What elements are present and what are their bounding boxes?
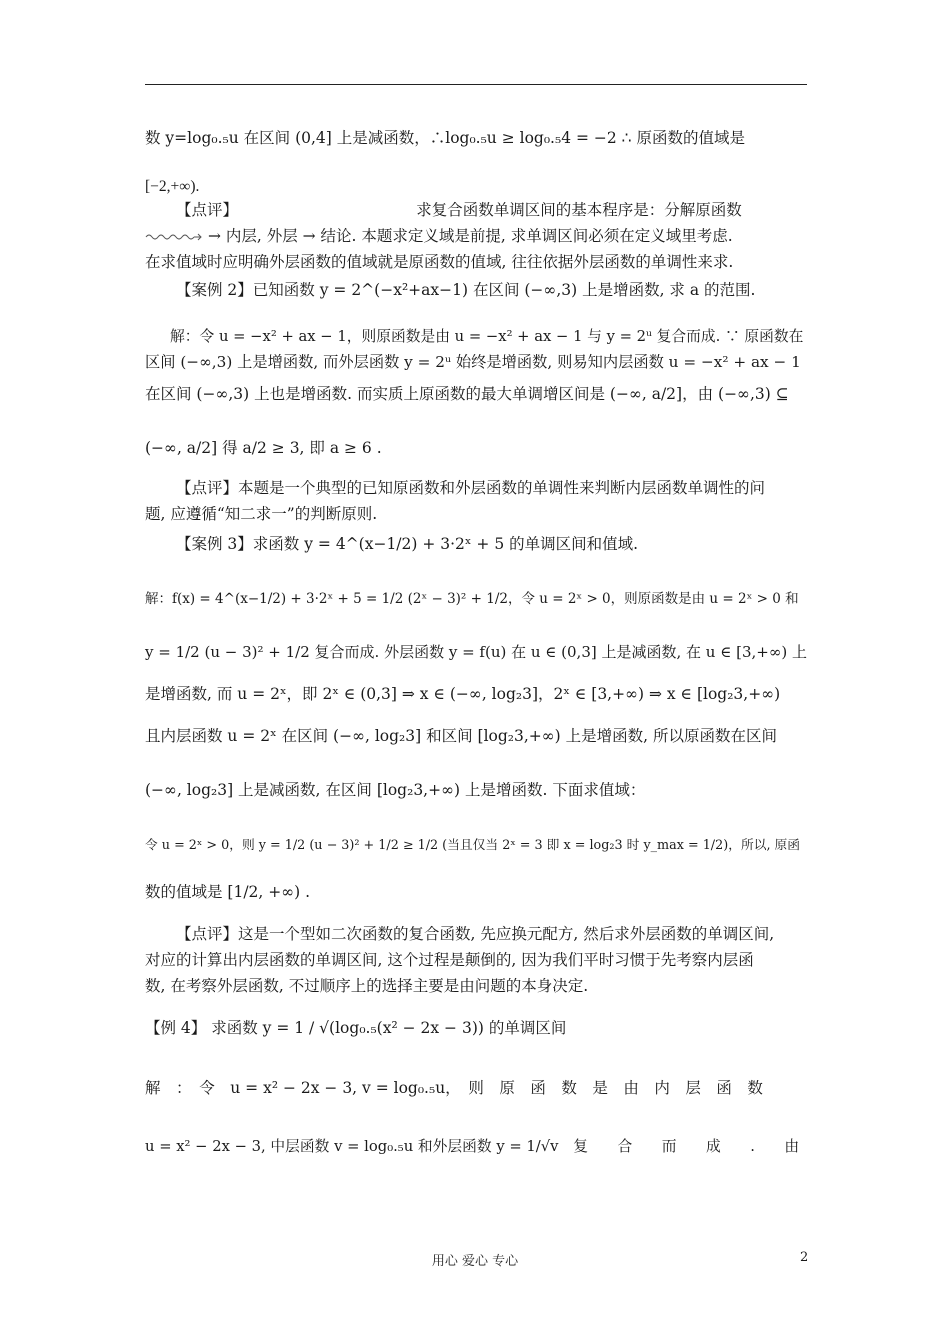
text-line (145, 278, 807, 302)
line-3: 【点评】 求复合函数单调区间的基本程序是：分解原函数 (176, 201, 742, 219)
line-10: (−∞, a/2] 得 a/2 ≥ 3, 即 a ≥ 6 . (145, 439, 382, 457)
line-18: (−∞, log₂3] 上是减函数, 在区间 [log₂3,+∞) 上是增函数. 下面求值域： (145, 781, 646, 799)
text-line (145, 880, 807, 904)
text-line (145, 1016, 807, 1040)
text-line (145, 250, 807, 274)
line-7: 解：令 u = −x² + ax − 1，则原函数是由 u = −x² + ax − 1 与 y = 2ᵘ 复合而成. ∵ 原函数在 (170, 328, 804, 345)
line-15: y = 1/2 (u − 3)² + 1/2 复合而成. 外层函数 y = f(u) 在 u ∈ (0,3] 上是减函数, 在 u ∈ [3,+∞) 上 (145, 643, 807, 661)
text-line (145, 586, 807, 611)
line-11: 【点评】本题是一个典型的已知原函数和外层函数的单调性来判断内层函数单调性的问 (176, 479, 766, 497)
line-22: 对应的计算出内层函数的单调区间, 这个过程是颠倒的, 因为我们平时习惯于先考察内层函 (145, 951, 754, 969)
text-line (145, 198, 807, 222)
line-9: 在区间 (−∞,3) 上也是增函数. 而实质上原函数的最大单调增区间是 (−∞, a/2]，由 (−∞,3) ⊆ (145, 385, 789, 403)
line-12: 题, 应遵循“知二求一”的判断原则. (145, 505, 378, 523)
line-5: 在求值域时应明确外层函数的值域就是原函数的值域, 往往依据外层函数的单调性来求. (145, 253, 734, 271)
line-8: 区间 (−∞,3) 上是增函数, 而外层函数 y = 2ᵘ 始终是增函数, 则易知内层函数 u = −x² + ax − 1 (145, 353, 801, 371)
text-line (145, 640, 807, 664)
line-4: → 内层, 外层 → 结论. 本题求定义域是前提, 求单调区间必须在定义域里考虑. (207, 227, 733, 245)
text-line (145, 1076, 807, 1100)
line-16: 是增函数, 而 u = 2ˣ，即 2ˣ ∈ (0,3] ⇒ x ∈ (−∞, log₂3]，2ˣ ∈ [3,+∞) ⇒ x ∈ [log₂3,+∞) (145, 685, 781, 703)
text-line (145, 974, 807, 998)
text-line (145, 382, 807, 406)
header-rule (145, 84, 807, 85)
line-13: 【案例 3】求函数 y = 4^(x−1/2) + 3·2ˣ + 5 的单调区间和值域. (176, 535, 639, 553)
text-line (145, 224, 807, 248)
page-number: 2 (800, 1250, 809, 1265)
text-line (145, 1134, 807, 1159)
line-21: 【点评】这是一个型如二次函数的复合函数, 先应换元配方, 然后求外层函数的单调区间, (176, 925, 775, 943)
line-14: 解：f(x) = 4^(x−1/2) + 3·2ˣ + 5 = 1/2 (2ˣ − 3)² + 1/2，令 u = 2ˣ > 0，则原函数是由 u = 2ˣ > 0 和 (145, 591, 799, 607)
text-line (145, 174, 807, 199)
line-1: 数 y=log₀.₅u 在区间 (0,4] 上是减函数，∴log₀.₅u ≥ log₀.₅4 = −2 ∴ 原函数的值域是 (145, 129, 745, 147)
text-line (145, 502, 807, 526)
line-17: 且内层函数 u = 2ˣ 在区间 (−∞, log₂3] 和区间 [log₂3,+∞) 上是增函数, 所以原函数在区间 (145, 727, 778, 745)
line-2: [−2,+∞). (145, 178, 200, 195)
wavy-arrow-icon (145, 231, 203, 243)
text-line (145, 476, 807, 500)
text-line (145, 126, 807, 150)
page-footer: 用心 爱心 专心 (431, 1254, 519, 1269)
line-6: 【案例 2】已知函数 y = 2^(−x²+ax−1) 在区间 (−∞,3) 上是增函数, 求 a 的范围. (176, 281, 756, 299)
line-24: 【例 4】 求函数 y = 1 / √(log₀.₅(x² − 2x − 3)) 的单调区间 (145, 1019, 567, 1037)
text-line (145, 436, 807, 460)
text-line (145, 778, 807, 802)
line-20: 数的值域是 [1/2, +∞) . (145, 883, 311, 901)
text-line (145, 350, 807, 374)
text-line (145, 532, 807, 556)
line-23: 数, 在考察外层函数, 不过顺序上的选择主要是由问题的本身决定. (145, 977, 589, 995)
text-line (145, 682, 807, 706)
text-line (145, 922, 807, 946)
line-26: u = x² − 2x − 3, 中层函数 v = log₀.₅u 和外层函数 y = 1/√v 复 合 而 成 . 由 (145, 1138, 800, 1155)
line-19: 令 u = 2ˣ > 0，则 y = 1/2 (u − 3)² + 1/2 ≥ 1/2 (当且仅当 2ˣ = 3 即 x = log₂3 时 y_max = 1/2)，所以, 原函 (145, 838, 801, 853)
text-line (145, 324, 807, 349)
text-line (145, 724, 807, 748)
line-25: 解 ： 令 u = x² − 2x − 3, v = log₀.₅u， 则 原 函 数 是 由 内 层 函 数 (145, 1079, 763, 1097)
text-line (145, 832, 807, 858)
text-line (145, 948, 807, 972)
